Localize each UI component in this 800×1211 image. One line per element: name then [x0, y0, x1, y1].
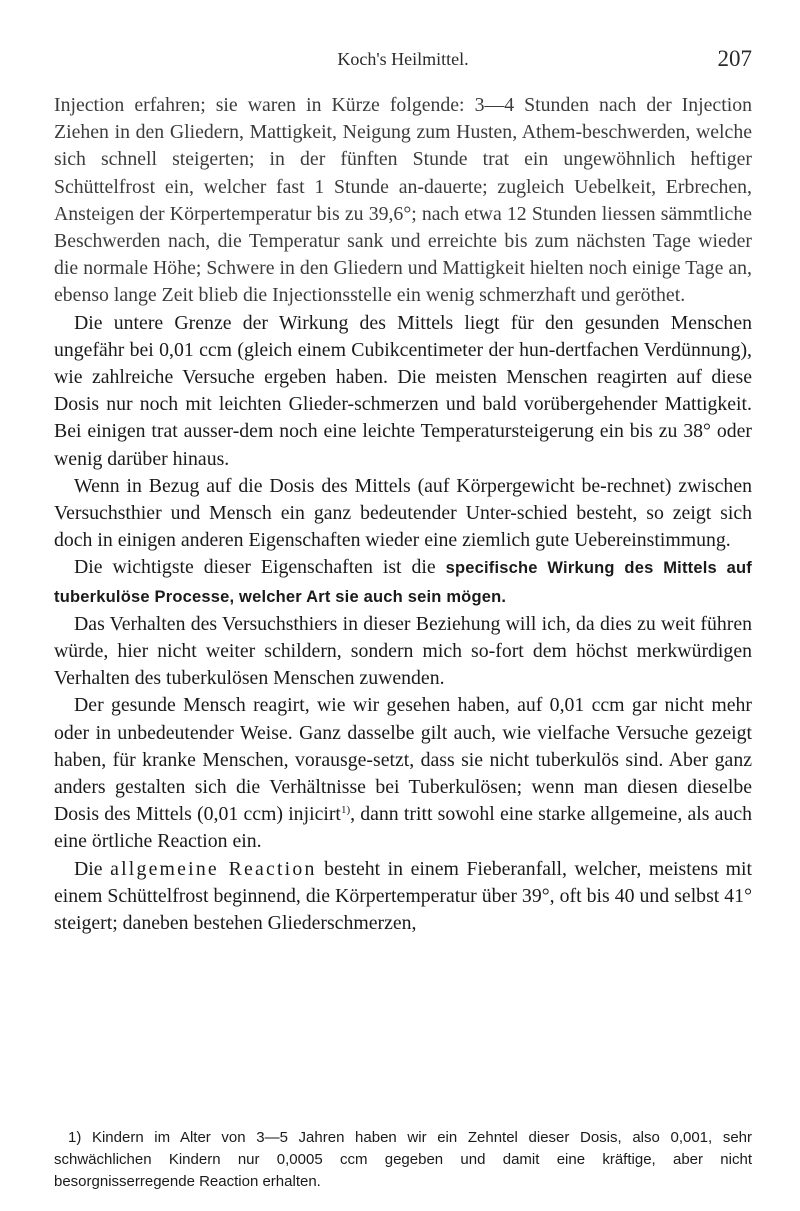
paragraph	[54, 692, 752, 855]
footnote-mark: 1)	[340, 804, 351, 817]
page-number: 207	[717, 46, 752, 71]
paragraph	[54, 856, 752, 938]
running-head	[54, 46, 752, 73]
paragraph: Die untere Grenze der Wirkung des Mittels liegt für den gesunden Menschen ungefähr bei 0,01 ccm (gleich einem Cubikcentimeter der hun-dertfachen Verdünnung), wie zahlreiche Versuche ergeben haben. Die meisten Menschen reagirten auf diese Dosis nur noch mit leichten Glieder-schmerzen und bald vorübergehender Mattigkeit. Bei einigen trat ausser-dem noch eine leichte Temperatursteigerung ein bis zu 38° oder wenig darüber hinaus.	[54, 311, 752, 470]
emphasized-text: specifische Wirkung des Mittels auf tuberkulöse Processe, welcher Art sie auch sein mögen.	[54, 559, 752, 606]
paragraph-text: Die	[74, 857, 111, 880]
paragraph: Injection erfahren; sie waren in Kürze folgende: 3—4 Stunden nach der Injection Ziehen in den Gliedern, Mattigkeit, Neigung zum Husten, Athem-beschwerden, welche sich schnell steigerten; in der fünften Stunde trat ein ungewöhnlich heftiger Schüttelfrost ein, welcher fast 1 Stunde an-dauerte; zugleich Uebelkeit, Erbrechen, Ansteigen der Körpertemperatur bis zu 39,6°; nach etwa 12 Stunden liessen sämmtliche Beschwerden nach, die Temperatur sank und erreichte bis zum nächsten Tage wieder die normale Höhe; Schwere in den Gliedern und Mattigkeit hielten noch einige Tage an, ebenso lange Zeit blieb die Injectionsstelle ein wenig schmerzhaft und geröthet.	[54, 94, 752, 307]
footnotes	[54, 1127, 752, 1193]
paragraph: Das Verhalten des Versuchsthiers in dieser Beziehung will ich, da dies zu weit führen würde, hier nicht weiter schildern, sondern mich so-fort dem höchst merkwürdigen Verhalten des tuberkulösen Menschen zuwenden.	[54, 612, 752, 690]
footnote: 1) Kindern im Alter von 3—5 Jahren haben wir ein Zehntel dieser Dosis, also 0,001, sehr schwächlichen Kindern nur 0,0005 ccm gegeben und damit eine kräftige, aber nicht besorgnisserregende Reaction erhalten.	[54, 1129, 752, 1190]
paragraph: Wenn in Bezug auf die Dosis des Mittels (auf Körpergewicht be-rechnet) zwischen Versuchsthier und Mensch ein ganz bedeutender Unter-schied besteht, so zeigt sich doch in einigen anderen Eigenschaften wieder eine ziemlich gute Uebereinstimmung.	[54, 474, 752, 552]
paragraph-text: , dann tritt sowohl eine starke allgemeine, als auch eine örtliche Reaction ein.	[54, 803, 752, 853]
body-text	[54, 92, 752, 937]
running-title: Koch's Heilmittel.	[337, 49, 469, 69]
paragraph	[54, 554, 752, 610]
paragraph-text: besteht in einem Fieberanfall, welcher, meistens mit einem Schüttelfrost beginnend, die Körpertemperatur über 39°, oft bis 40 und selbst 41° steigert; daneben bestehen Gliederschmerzen,	[54, 857, 752, 935]
spaced-emphasis: allgemeine Reaction	[110, 857, 317, 880]
paragraph-text: Die wichtigste dieser Eigenschaften ist die	[74, 556, 446, 579]
paragraph-text: Der gesunde Mensch reagirt, wie wir gesehen haben, auf 0,01 ccm gar nicht mehr oder in unbedeutender Weise. Ganz dasselbe gilt auch, wie vielfache Versuche gezeigt haben, für kranke Menschen, vorausge-setzt, dass sie nicht tuberkulös sind. Aber ganz anders gestalten sich die Verhältnisse bei Tuberkulösen; wenn man diesen dieselbe Dosis des Mittels (0,01 ccm) injicirt	[54, 694, 752, 826]
